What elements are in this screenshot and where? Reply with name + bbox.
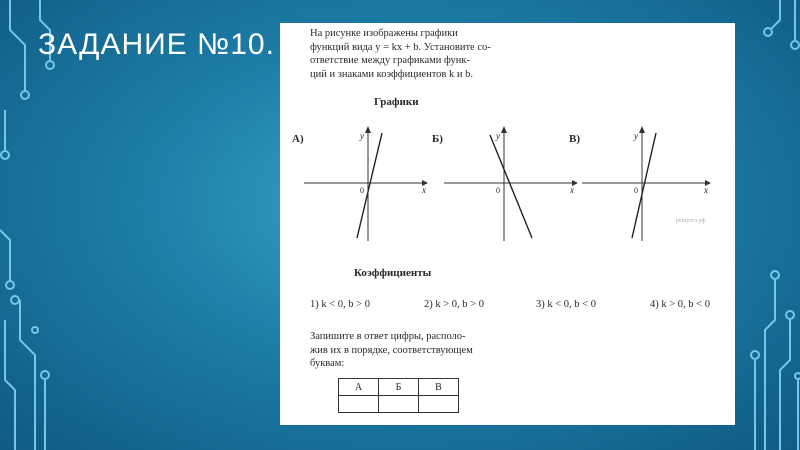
answer-header-b: Б <box>379 379 419 396</box>
answer-cell-b[interactable] <box>379 396 419 413</box>
graph-b-axis-x: x <box>570 185 574 195</box>
coefficient-option: 2) k > 0, b > 0 <box>424 299 484 310</box>
graph-b-axis-y: y <box>496 131 500 141</box>
intro-line: функций вида y = kx + b. Установите со- <box>310 41 491 53</box>
graph-c-label: В) <box>569 133 580 145</box>
task-sheet <box>280 23 735 425</box>
circuit-decoration-right <box>740 0 800 450</box>
graph-a-axis-y: y <box>360 131 364 141</box>
slide-title: ЗАДАНИЕ №10. <box>38 28 275 61</box>
graph-c <box>580 123 715 243</box>
coefficient-option: 4) k > 0, b < 0 <box>650 299 710 310</box>
graph-c-axis-x: x <box>704 185 708 195</box>
graph-b <box>442 123 582 243</box>
answer-table <box>338 378 459 413</box>
intro-line: ций и знаками коэффициентов k и b. <box>310 68 473 80</box>
graph-b-origin: 0 <box>496 186 500 195</box>
graph-a-origin: 0 <box>360 186 364 195</box>
task-outro <box>310 330 545 371</box>
answer-value-row <box>339 396 459 413</box>
answer-header-c: В <box>419 379 459 396</box>
answer-header-a: А <box>339 379 379 396</box>
answer-cell-c[interactable] <box>419 396 459 413</box>
graphs-heading: Графики <box>374 96 419 108</box>
circuit-decoration-left <box>0 0 60 450</box>
outro-line: буквам: <box>310 358 345 369</box>
graph-c-origin: 0 <box>634 186 638 195</box>
graph-b-label: Б) <box>432 133 443 145</box>
graph-a-axis-x: x <box>422 185 426 195</box>
answer-header-row <box>339 379 459 396</box>
outro-line: Запишите в ответ цифры, располо- <box>310 331 466 342</box>
intro-line: ответствие между графиками функ- <box>310 55 471 66</box>
intro-line: На рисунке изображены графики <box>310 28 458 39</box>
graph-a-label: А) <box>292 133 304 145</box>
graph-a <box>302 123 432 243</box>
answer-cell-a[interactable] <box>339 396 379 413</box>
task-intro <box>310 27 550 81</box>
graph-c-axis-y: y <box>634 131 638 141</box>
coefficients-heading: Коэффициенты <box>354 267 432 279</box>
coefficient-option: 3) k < 0, b < 0 <box>536 299 596 310</box>
coefficient-option: 1) k < 0, b > 0 <box>310 299 370 310</box>
outro-line: жив их в порядке, соответствующем <box>310 344 473 356</box>
watermark: решуогэ.рф <box>676 218 706 224</box>
